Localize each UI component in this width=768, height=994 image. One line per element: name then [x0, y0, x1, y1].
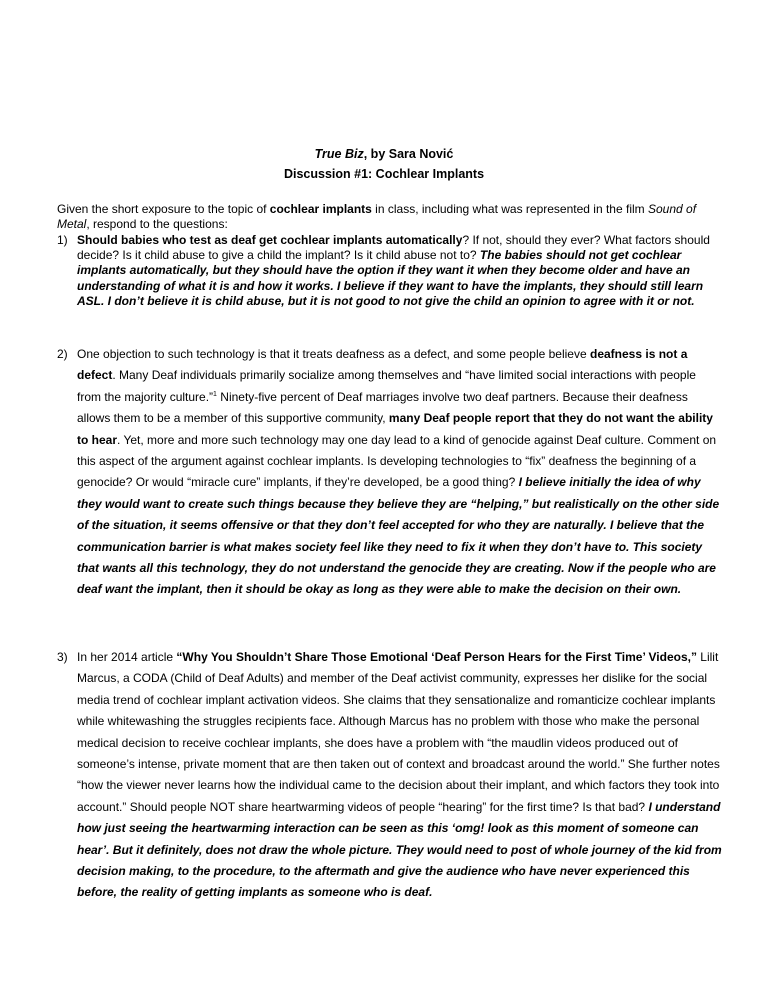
question-body: [77, 647, 723, 904]
footnote-marker: 1: [213, 390, 217, 398]
question-prompt: Lilit Marcus, a CODA (Child of Deaf Adults) and member of the Deaf activist community, expresses her dislike for the social media trend of cochlear implant activation videos. She claims that they sensationalize and romanticize cochlear implants while whitewashing the struggles recipients face. Although Marcus has no problem with those who make the personal medical decision to receive cochlear implants, she does have a problem with “the maudlin videos produced out of someone’s intense, private moment that are then taken out of context and broadcast around the world.” She further notes “how the viewer never learns how the individual came to the decision about their implant, and which factors they took into account.” Should people NOT share heartwarming videos of people “hearing” for the first time? Is that bad?: [77, 650, 720, 814]
question-body: [77, 233, 723, 309]
question-3: [57, 647, 723, 904]
question-prompt: . Many Deaf individuals primarily socialize among themselves and “have limited social interactions with people from the majority culture.”: [77, 368, 696, 404]
question-1: [57, 233, 723, 309]
question-body: [77, 344, 723, 601]
book-title: True Biz: [314, 147, 364, 161]
question-number: 3): [57, 650, 68, 664]
book-author: , by Sara Nović: [363, 147, 454, 161]
discussion-title: Discussion #1: Cochlear Implants: [283, 167, 485, 181]
question-prompt: In her 2014 article: [77, 650, 177, 664]
intro-text: , respond to the questions:: [86, 217, 228, 231]
intro-text: in class, including what was represented in the film: [371, 202, 648, 216]
question-prompt: One objection to such technology is that it treats deafness as a defect, and some people believe: [77, 347, 590, 361]
answer-text: I believe initially the idea of why they would want to create such things because they believe they are “helping,” but realistically on the other side of the situation, it seems offensive or that they don’t feel accepted for who they are naturally. I believe that the communication barrier is what makes society feel like they need to fix it when they don’t have to. This society that wants all this technology, they do not understand the genocide they are creating. Now if the people who are deaf want the implant, then it should be okay as long as they were able to make the decision on their own.: [77, 475, 720, 597]
film-title: Sound of Metal: [57, 202, 697, 231]
book-title-line: [0, 147, 768, 161]
intro-text: Given the short exposure to the topic of: [57, 202, 270, 216]
answer-text: The babies should not get cochlear implants automatically, but they should have the option if they want it when they become older and have an understanding of what it is and how it works. I believe if they want to have the implants, they should still learn ASL. I don’t believe it is child abuse, but it is not good to not give the child an opinion to agree with it or not.: [77, 248, 704, 308]
article-title: “Why You Shouldn’t Share Those Emotional ‘Deaf Person Hears for the First Time’ Videos,”: [176, 650, 697, 664]
answer-text: I understand how just seeing the heartwarming interaction can be seen as this ‘omg! look as this moment of someone can hear’. But it definitely, does not draw the whole picture. They would need to post of whole journey of the kid from decision making, to the procedure, to the aftermath and give the audience who have never experienced this before, the reality of getting implants as someone who is deaf.: [77, 799, 722, 900]
intro-bold: cochlear implants: [269, 202, 372, 216]
question-number: 2): [57, 347, 68, 361]
question-bold: deafness is not a defect: [77, 347, 688, 383]
question-number: 1): [57, 233, 68, 247]
intro-paragraph: [57, 202, 717, 232]
question-bold: many Deaf people report that they do not want the ability to hear: [77, 411, 713, 447]
question-2: [57, 344, 723, 601]
question-prompt: . Yet, more and more such technology may one day lead to a kind of genocide against Deaf culture. Comment on this aspect of the argument against cochlear implants. Is developing technologies to “fix” deafness the beginning of a genocide? Or would “miracle cure” implants, if they’re developed, be a good thing?: [77, 432, 717, 490]
question-bold: Should babies who test as deaf get cochlear implants automatically: [77, 233, 463, 247]
question-prompt: ? If not, should they ever? What factors should decide? Is it child abuse to give a child the implant? Is it child abuse not to?: [77, 233, 710, 263]
question-prompt: Ninety-five percent of Deaf marriages involve two deaf partners. Because their deafness allows them to be a member of this supportive community,: [77, 389, 688, 426]
